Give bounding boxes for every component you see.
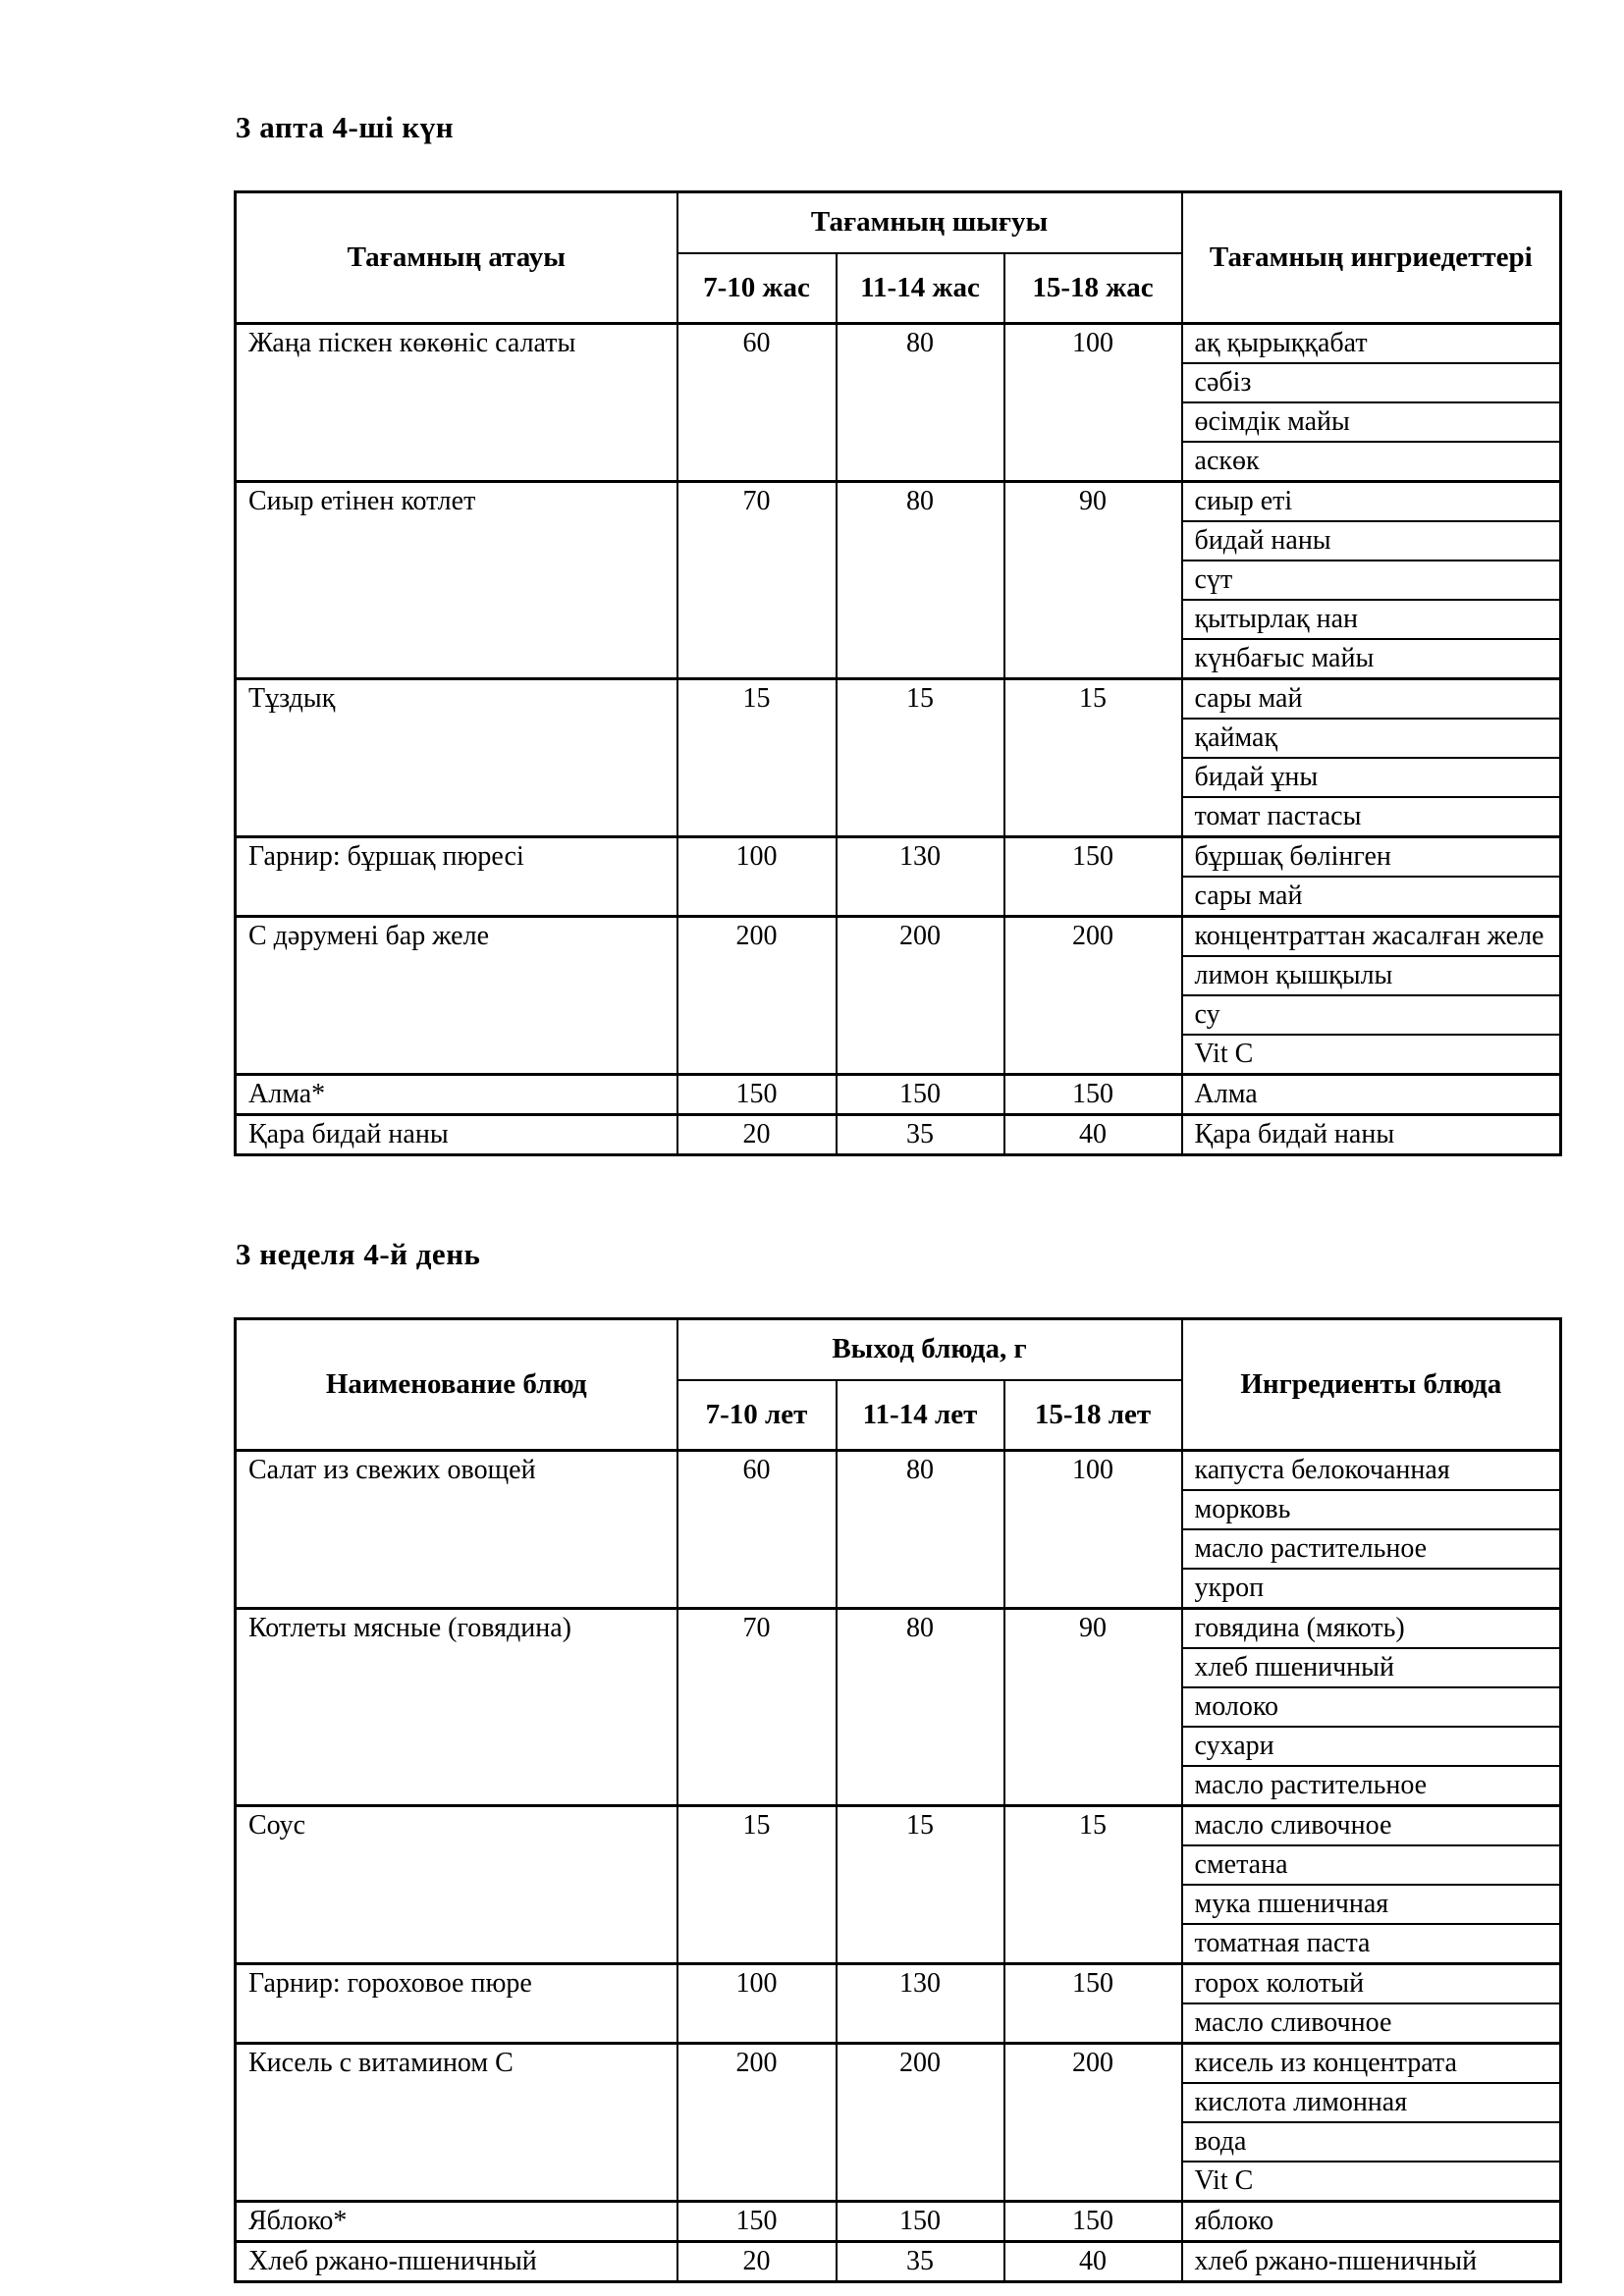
dish-name-cell: Котлеты мясные (говядина) [236,1609,677,1806]
portion-value-cell: 90 [1004,1609,1182,1806]
menu-table-body [236,324,1561,1155]
dish-row [236,1075,1561,1115]
portion-value-cell: 80 [837,482,1004,679]
portion-value-cell: 15 [837,679,1004,837]
dish-row [236,324,1561,364]
dish-name-cell: С дәрумені бар желе [236,917,677,1075]
portion-value-cell: 35 [837,2242,1004,2282]
dish-name-cell: Қара бидай наны [236,1115,677,1155]
ingredient-cell: су [1182,995,1561,1035]
ingredient-cell: сметана [1182,1845,1561,1885]
portion-value-cell: 200 [837,917,1004,1075]
ingredient-cell: өсімдік майы [1182,402,1561,442]
section-title: 3 неделя 4-й день [236,1237,481,1271]
portion-value-cell: 15 [1004,679,1182,837]
portion-value-cell: 130 [837,1964,1004,2044]
ingredient-cell: сары май [1182,679,1561,720]
ingredient-cell: бұршақ бөлінген [1182,837,1561,878]
col-header-age-group: 7-10 жас [677,253,837,324]
ingredient-cell: горох колотый [1182,1964,1561,2004]
portion-value-cell: 15 [1004,1806,1182,1964]
ingredient-cell: қытырлақ нан [1182,600,1561,639]
header-row-top [236,192,1561,253]
portion-value-cell: 40 [1004,1115,1182,1155]
ingredient-cell: масло сливочное [1182,2003,1561,2044]
portion-value-cell: 60 [677,324,837,482]
menu-section-ru [234,1237,1561,2283]
portion-value-cell: 150 [1004,837,1182,917]
dish-row [236,2202,1561,2242]
header-row-top [236,1319,1561,1380]
dish-name-cell: Гарнир: бұршақ пюресі [236,837,677,917]
ingredient-cell: сары май [1182,877,1561,917]
ingredient-cell: мука пшеничная [1182,1885,1561,1924]
ingredient-cell: томатная паста [1182,1924,1561,1964]
portion-value-cell: 90 [1004,482,1182,679]
menu-table-body [236,1451,1561,2282]
dish-row [236,482,1561,522]
portion-value-cell: 200 [837,2044,1004,2202]
ingredient-cell: вода [1182,2122,1561,2162]
dish-name-cell: Соус [236,1806,677,1964]
menu-section-kk [234,110,1561,1156]
portion-value-cell: 150 [1004,1964,1182,2044]
col-header-output: Выход блюда, г [677,1319,1182,1380]
ingredient-cell: сиыр еті [1182,482,1561,522]
ingredient-cell: капуста белокочанная [1182,1451,1561,1491]
dish-row [236,1451,1561,1491]
col-header-dish-name: Тағамның атауы [236,192,677,324]
portion-value-cell: 130 [837,837,1004,917]
ingredient-cell: Алма [1182,1075,1561,1115]
ingredient-cell: ақ қырыққабат [1182,324,1561,364]
col-header-age-group: 7-10 лет [677,1380,837,1451]
portion-value-cell: 200 [677,917,837,1075]
ingredient-cell: хлеб пшеничный [1182,1648,1561,1687]
portion-value-cell: 70 [677,482,837,679]
ingredient-cell: сухари [1182,1727,1561,1766]
dish-row [236,1806,1561,1846]
col-header-age-group: 11-14 лет [837,1380,1004,1451]
portion-value-cell: 100 [677,837,837,917]
dish-name-cell: Кисель с витамином С [236,2044,677,2202]
ingredient-cell: яблоко [1182,2202,1561,2242]
portion-value-cell: 100 [677,1964,837,2044]
portion-value-cell: 35 [837,1115,1004,1155]
ingredient-cell: сәбіз [1182,363,1561,402]
ingredient-cell: бидай наны [1182,521,1561,561]
ingredient-cell: масло растительное [1182,1766,1561,1806]
portion-value-cell: 20 [677,2242,837,2282]
portion-value-cell: 20 [677,1115,837,1155]
ingredient-cell: кислота лимонная [1182,2083,1561,2122]
dish-name-cell: Яблоко* [236,2202,677,2242]
portion-value-cell: 70 [677,1609,837,1806]
portion-value-cell: 15 [677,679,837,837]
ingredient-cell: морковь [1182,1490,1561,1529]
portion-value-cell: 15 [837,1806,1004,1964]
ingredient-cell: кисель из концентрата [1182,2044,1561,2084]
ingredient-cell: Қара бидай наны [1182,1115,1561,1155]
ingredient-cell: Vit C [1182,2162,1561,2202]
ingredient-cell: масло сливочное [1182,1806,1561,1846]
portion-value-cell: 200 [1004,2044,1182,2202]
ingredient-cell: укроп [1182,1569,1561,1609]
dish-name-cell: Гарнир: гороховое пюре [236,1964,677,2044]
portion-value-cell: 60 [677,1451,837,1609]
portion-value-cell: 150 [837,1075,1004,1115]
ingredient-cell: бидай ұны [1182,758,1561,797]
portion-value-cell: 100 [1004,1451,1182,1609]
dish-row [236,1964,1561,2004]
dish-row [236,1609,1561,1649]
col-header-dish-name: Наименование блюд [236,1319,677,1451]
ingredient-cell: лимон қышқылы [1182,956,1561,995]
col-header-age-group: 15-18 жас [1004,253,1182,324]
ingredient-cell: қаймақ [1182,719,1561,758]
menu-table [234,1317,1562,2283]
col-header-age-group: 15-18 лет [1004,1380,1182,1451]
dish-row [236,679,1561,720]
col-header-output: Тағамның шығуы [677,192,1182,253]
dish-row [236,2044,1561,2084]
portion-value-cell: 200 [1004,917,1182,1075]
ingredient-cell: томат пастасы [1182,797,1561,837]
dish-name-cell: Жаңа піскен көкөніс салаты [236,324,677,482]
col-header-ingredients: Тағамның ингриедеттері [1182,192,1561,324]
ingredient-cell: хлеб ржано-пшеничный [1182,2242,1561,2282]
ingredient-cell: аскөк [1182,442,1561,482]
dish-row [236,2242,1561,2282]
portion-value-cell: 80 [837,324,1004,482]
dish-name-cell: Салат из свежих овощей [236,1451,677,1609]
ingredient-cell: сүт [1182,561,1561,600]
portion-value-cell: 150 [837,2202,1004,2242]
ingredient-cell: күнбағыс майы [1182,639,1561,679]
portion-value-cell: 150 [1004,2202,1182,2242]
col-header-ingredients: Ингредиенты блюда [1182,1319,1561,1451]
dish-name-cell: Тұздық [236,679,677,837]
dish-row [236,1115,1561,1155]
section-title: 3 апта 4-ші күн [236,110,455,144]
portion-value-cell: 150 [677,2202,837,2242]
ingredient-cell: масло растительное [1182,1529,1561,1569]
portion-value-cell: 200 [677,2044,837,2202]
col-header-age-group: 11-14 жас [837,253,1004,324]
portion-value-cell: 80 [837,1609,1004,1806]
portion-value-cell: 150 [677,1075,837,1115]
dish-name-cell: Алма* [236,1075,677,1115]
table-header [236,1319,1561,1451]
ingredient-cell: концентраттан жасалған желе [1182,917,1561,957]
dish-name-cell: Хлеб ржано-пшеничный [236,2242,677,2282]
portion-value-cell: 40 [1004,2242,1182,2282]
dish-row [236,837,1561,878]
dish-name-cell: Сиыр етінен котлет [236,482,677,679]
portion-value-cell: 80 [837,1451,1004,1609]
table-header [236,192,1561,324]
ingredient-cell: говядина (мякоть) [1182,1609,1561,1649]
portion-value-cell: 150 [1004,1075,1182,1115]
portion-value-cell: 15 [677,1806,837,1964]
dish-row [236,917,1561,957]
menu-table [234,190,1562,1156]
portion-value-cell: 100 [1004,324,1182,482]
ingredient-cell: молоко [1182,1687,1561,1727]
ingredient-cell: Vit C [1182,1035,1561,1075]
